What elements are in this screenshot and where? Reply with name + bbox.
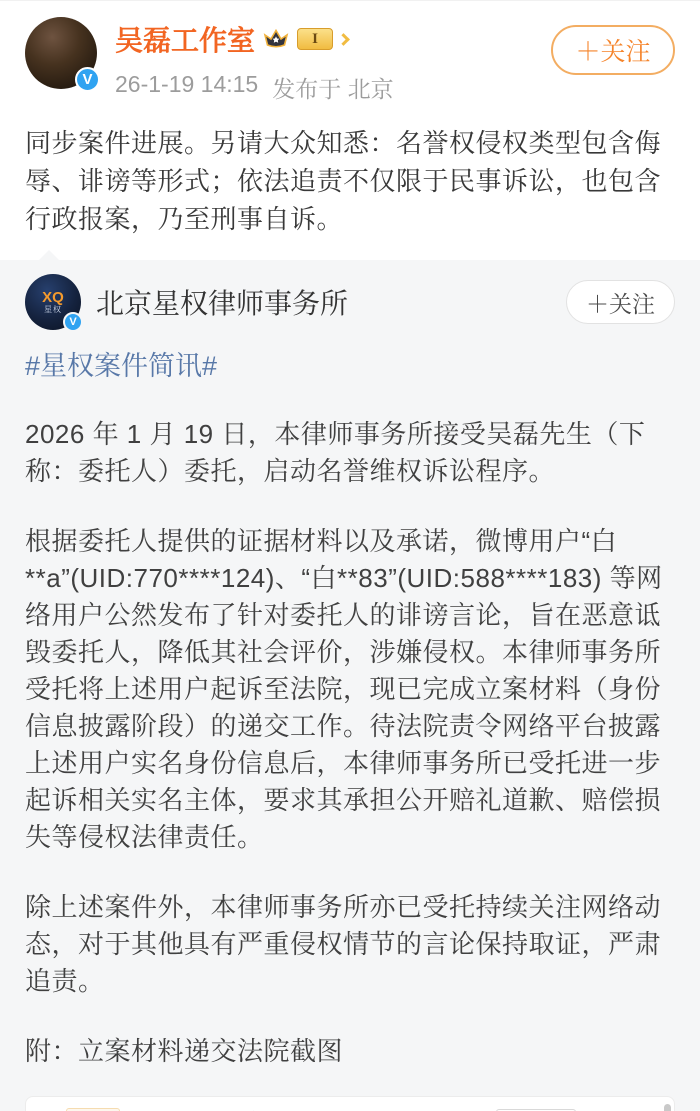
post-content: 同步案件进展。另请大众知悉：名誉权侵权类型包含侮辱、诽谤等形式；依法追责不仅限于民事诉讼，也包含行政报案，乃至刑事自诉。 — [25, 128, 662, 234]
case-filing-screenshot[interactable] — [25, 1096, 675, 1111]
quoted-verified-letter: V — [69, 316, 77, 328]
quoted-follow-button[interactable] — [566, 280, 675, 324]
level-badge-tail-icon — [337, 33, 350, 46]
post-time: 26-1-19 14:15 — [115, 71, 259, 97]
follow-button[interactable] — [551, 25, 675, 75]
verified-letter: V — [82, 71, 93, 88]
crown-icon — [263, 28, 289, 50]
post-location: 发布于 北京 — [272, 76, 394, 102]
quoted-post-card[interactable] — [0, 260, 700, 1111]
quoted-follow-label: ＋关注 — [586, 290, 655, 317]
quote-notch — [38, 250, 60, 261]
quoted-paragraph: 2026 年 1 月 19 日，本律师事务所接受吴磊先生（下称：委托人）委托，启动名誉维权诉讼程序。 — [25, 419, 646, 486]
author-avatar[interactable] — [25, 17, 97, 89]
quoted-paragraph: 除上述案件外，本律师事务所亦已受托持续关注网络动态，对于其他具有严重侵权情节的言论保持取证，严肃追责。 — [25, 892, 662, 996]
level-badge — [297, 28, 333, 50]
quoted-paragraph: 附：立案材料递交法院截图 — [25, 1036, 344, 1066]
post-meta — [115, 71, 551, 104]
quote-header — [25, 274, 675, 330]
author-name[interactable]: 吴磊工作室 — [115, 25, 256, 56]
quoted-author-avatar[interactable] — [25, 274, 81, 330]
avatar-logo-text: XQ — [42, 289, 64, 306]
quoted-paragraph: 根据委托人提供的证据材料以及承诺，微博用户“白**a”(UID:770****124)、“白**83”(UID:588****183) 等网络用户公然发布了针对委托人的诽谤言论，旨在恶意诋毁委托人，降低其社会评价，涉嫌侵权。本律师事务所受托将上述用户起诉至法院，现已完成立案材料（身份信息披露阶段）的递交工作。待法院责令网络平台披露上述用户实名身份信息后，本律师事务所已受托进一步起诉相关实名主体，要求其承担公开赔礼道歉、赔偿损失等侵权法律责任。 — [25, 526, 663, 852]
level-number: I — [312, 30, 318, 47]
avatar-logo-subtext: 星权 — [44, 305, 62, 314]
quoted-verified-icon — [63, 312, 83, 332]
hashtag-link[interactable]: #星权案件简讯# — [25, 351, 218, 381]
follow-button-label: ＋关注 — [575, 38, 651, 66]
author-block — [115, 17, 551, 104]
post-header — [0, 1, 700, 104]
verified-icon — [75, 67, 100, 92]
scrollbar[interactable] — [664, 1104, 671, 1111]
quoted-author-name[interactable]: 北京星权律师事务所 — [96, 288, 349, 319]
